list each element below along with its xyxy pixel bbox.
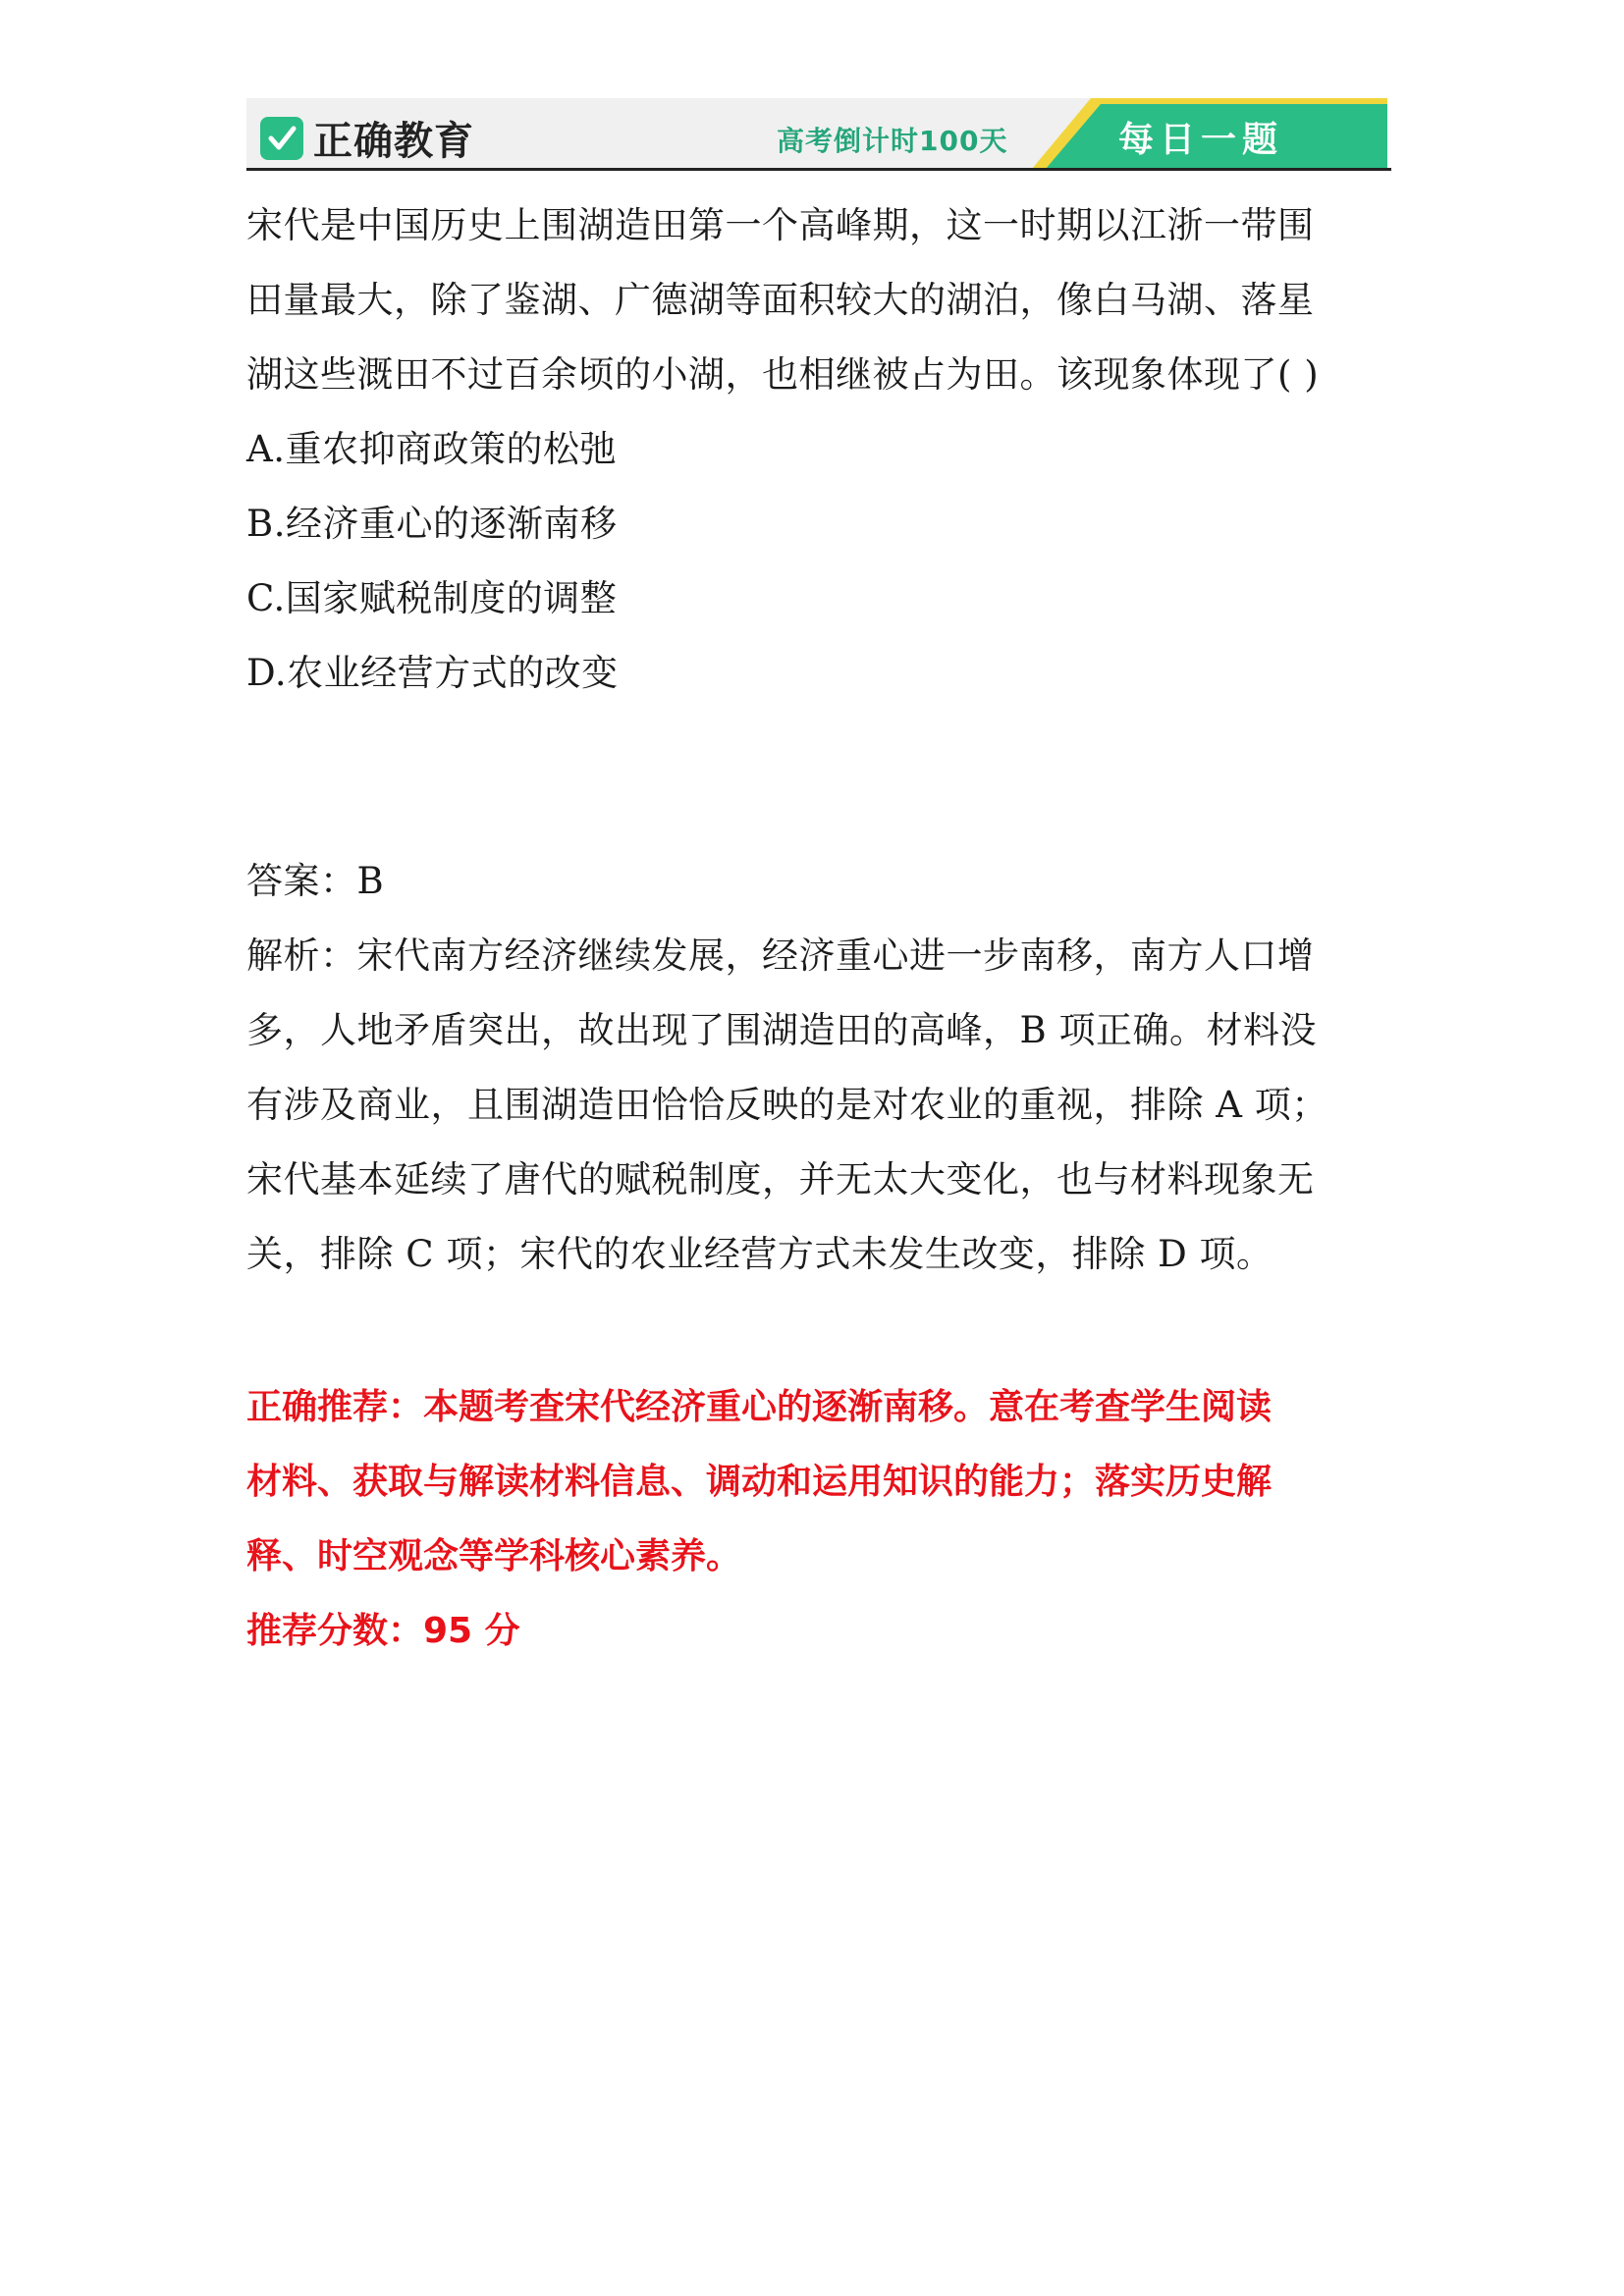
option-d: D.农业经营方式的改变 xyxy=(246,652,619,694)
recommendation-line: 材料、获取与解读材料信息、调动和运用知识的能力；落实历史解 xyxy=(246,1462,1272,1502)
analysis-line: 有涉及商业，且围湖造田恰恰反映的是对农业的重视，排除 A 项； xyxy=(246,1084,1328,1126)
document-body xyxy=(246,188,1387,1669)
analysis-line: 宋代基本延续了唐代的赋税制度，并无太大变化，也与材料现象无 xyxy=(246,1158,1315,1201)
option-c: C.国家赋税制度的调整 xyxy=(246,577,618,619)
brand-logo xyxy=(260,110,474,166)
question-stem xyxy=(246,188,1387,412)
countdown-label: 高考倒计时100天 xyxy=(777,125,1008,157)
option-b: B.经济重心的逐渐南移 xyxy=(246,503,618,545)
options-list xyxy=(246,412,1387,711)
answer: 答案：B xyxy=(246,860,385,902)
question-line: 田量最大，除了鉴湖、广德湖等面积较大的湖泊，像白马湖、落星 xyxy=(246,279,1315,321)
recommendation xyxy=(246,1370,1387,1669)
header-banner xyxy=(246,98,1387,169)
daily-question-label: 每日一题 xyxy=(1118,120,1284,160)
option-a: A.重农抑商政策的松弛 xyxy=(246,428,617,470)
question-line: 宋代是中国历史上围湖造田第一个高峰期，这一时期以江浙一带围 xyxy=(246,204,1315,246)
analysis xyxy=(246,919,1387,1292)
brand-name: 正确教育 xyxy=(313,119,474,164)
analysis-line: 解析：宋代南方经济继续发展，经济重心进一步南移，南方人口增 xyxy=(246,934,1315,977)
analysis-line: 多，人地矛盾突出，故出现了围湖造田的高峰，B 项正确。材料没 xyxy=(246,1009,1317,1051)
recommendation-line: 释、时空观念等学科核心素养。 xyxy=(246,1536,742,1576)
question-line: 湖这些溉田不过百余顷的小湖，也相继被占为田。该现象体现了( ) xyxy=(246,353,1320,396)
recommended-score: 推荐分数：95 分 xyxy=(246,1611,520,1651)
analysis-line: 关，排除 C 项；宋代的农业经营方式未发生改变，排除 D 项。 xyxy=(246,1233,1273,1275)
recommendation-line: 正确推荐：本题考查宋代经济重心的逐渐南移。意在考查学生阅读 xyxy=(246,1387,1272,1427)
checkmark-icon xyxy=(260,117,303,160)
header-divider xyxy=(246,168,1391,171)
